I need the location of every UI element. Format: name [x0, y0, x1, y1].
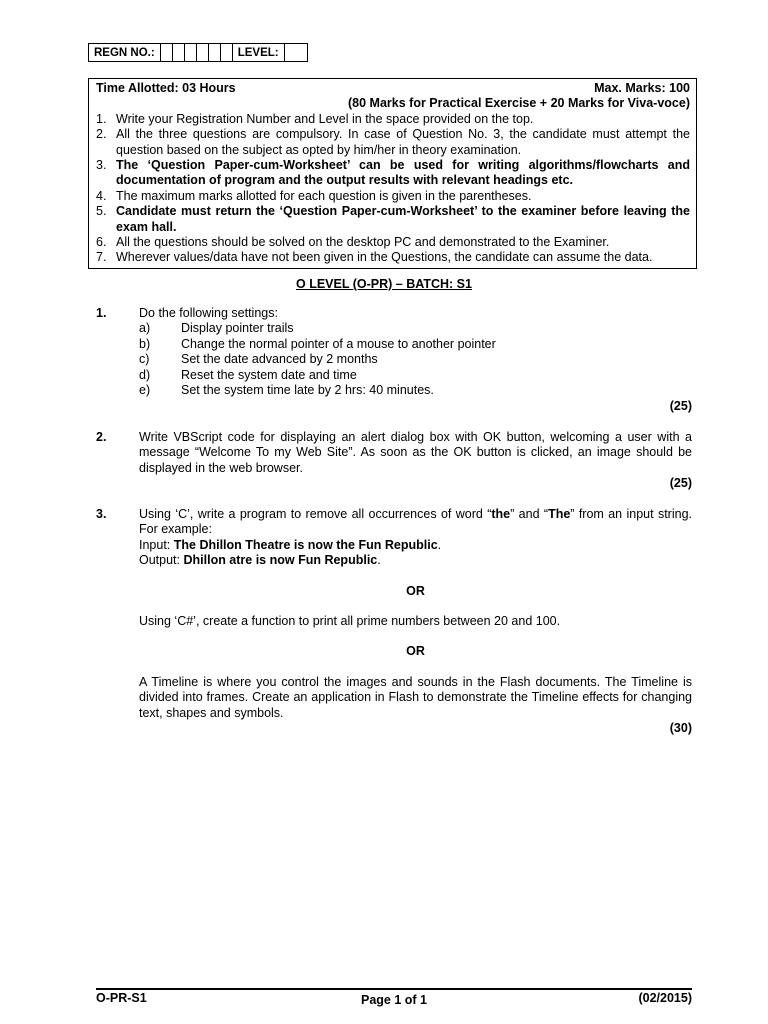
- registration-box: [88, 43, 308, 62]
- regn-label: REGN NO.:: [89, 44, 161, 62]
- marks-split: (80 Marks for Practical Exercise + 20 Marks for Viva-voce): [348, 96, 690, 111]
- example-input: Input: The Dhillon Theatre is now the Fun Republic.: [139, 537, 442, 552]
- question-text: Write VBScript code for displaying an alert dialog box with OK button, welcoming a user with a message “Welcome To my Web Site”. As soon as the OK button is clicked, an image should be displayed in the web browser.: [139, 430, 692, 475]
- regn-digit-box[interactable]: [172, 44, 184, 62]
- instruction-item: 2. All the three questions are compulsory. In case of Question No. 3, the candidate must attempt the question based on the subject as opted by him/her in theory examination.: [96, 127, 690, 157]
- question-number: 1.: [96, 306, 107, 320]
- max-marks: Max. Marks: 100: [594, 81, 690, 95]
- level-box[interactable]: [284, 44, 307, 62]
- page-number: Page 1 of 1: [361, 993, 427, 1007]
- question-2: [96, 430, 692, 492]
- instructions-box: [88, 78, 697, 269]
- level-label: LEVEL:: [232, 44, 284, 62]
- paper-code: O-PR-S1: [96, 991, 147, 1005]
- marks: (30): [669, 721, 692, 736]
- example-output: Output: Dhillon atre is now Fun Republic.: [139, 553, 381, 568]
- instruction-item: 3. The ‘Question Paper-cum-Worksheet’ can be used for writing algorithms/flowcharts and documentation of program and the output results with relevant headings etc.: [96, 158, 690, 188]
- instruction-item: 1. Write your Registration Number and Level in the space provided on the top.: [96, 111, 534, 126]
- instruction-list: [96, 112, 690, 266]
- question-1: [96, 306, 692, 415]
- question-text: Do the following settings:: [139, 306, 278, 320]
- marks: (25): [669, 399, 692, 414]
- question-number: 2.: [96, 430, 107, 444]
- batch-title: O LEVEL (O-PR) – BATCH: S1: [296, 277, 472, 291]
- regn-digit-box[interactable]: [160, 44, 172, 62]
- instruction-item: 6. All the questions should be solved on the desktop PC and demonstrated to the Examiner.: [96, 235, 610, 250]
- question-text-alt-2: A Timeline is where you control the images and sounds in the Flash documents. The Timeline is divided into frames. Create an application in Flash to demonstrate the Timeline effects for changing text, shapes and symbols.: [139, 674, 692, 720]
- time-allotted: Time Allotted: 03 Hours: [96, 81, 236, 95]
- sub-question: e) Set the system time late by 2 hrs: 40 minutes.: [139, 383, 434, 398]
- question-text: Using ‘C’, write a program to remove all occurrences of word “the” and “The” from an input string. For example:: [139, 507, 692, 537]
- question-3: [96, 507, 692, 736]
- regn-digit-box[interactable]: [220, 44, 232, 62]
- regn-digit-box[interactable]: [208, 44, 220, 62]
- page-footer: [96, 988, 692, 1005]
- instruction-item: 4. The maximum marks allotted for each question is given in the parentheses.: [96, 188, 532, 203]
- regn-digit-box[interactable]: [184, 44, 196, 62]
- or-separator: OR: [406, 644, 425, 659]
- instruction-item: 7. Wherever values/data have not been given in the Questions, the candidate can assume the data.: [96, 250, 653, 265]
- sub-question: b) Change the normal pointer of a mouse to another pointer: [139, 336, 496, 351]
- sub-question: a) Display pointer trails: [139, 321, 294, 336]
- question-text-alt-1: Using ‘C#’, create a function to print all prime numbers between 20 and 100.: [139, 614, 561, 629]
- regn-digit-box[interactable]: [196, 44, 208, 62]
- or-separator: OR: [406, 583, 425, 598]
- marks: (25): [669, 476, 692, 491]
- instruction-item: 5. Candidate must return the ‘Question Paper-cum-Worksheet’ to the examiner before leaving the exam hall.: [96, 204, 690, 234]
- question-number: 3.: [96, 507, 107, 521]
- sub-question: d) Reset the system date and time: [139, 367, 357, 382]
- paper-date: (02/2015): [638, 991, 692, 1005]
- sub-question: c) Set the date advanced by 2 months: [139, 352, 378, 367]
